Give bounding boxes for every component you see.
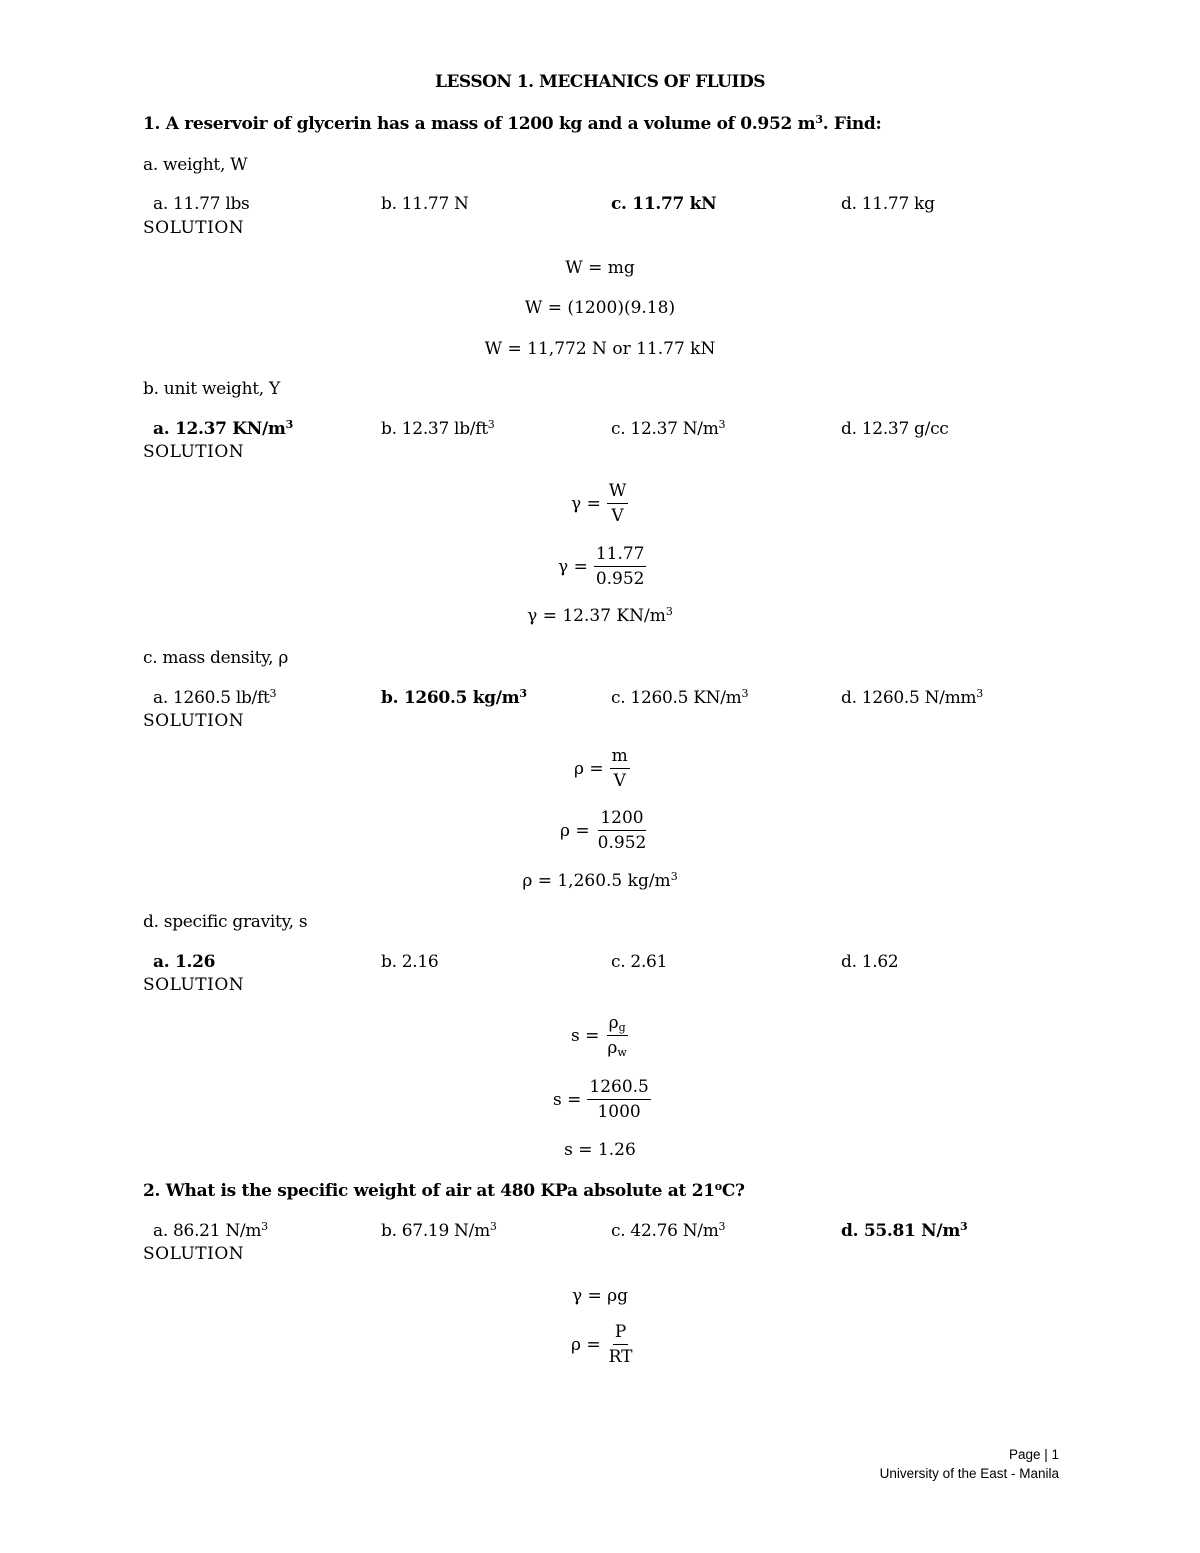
q1d-f1-den-sub: w (617, 1046, 627, 1059)
q1b-option-b-sup: 3 (487, 418, 495, 431)
q1b-f2-fraction (594, 543, 647, 590)
q1b-solution-label: SOLUTION (143, 442, 245, 462)
q1c-solution-label: SOLUTION (143, 711, 245, 731)
q1a-option-d: d. 11.77 kg (841, 194, 935, 214)
q1c-equation-3 (0, 871, 1200, 891)
q1d-f2-lhs: s = (553, 1089, 582, 1110)
q1-prompt-end: . Find: (822, 114, 882, 134)
q2-fraction-1 (571, 1321, 635, 1368)
q1d-f2-fraction (587, 1076, 650, 1123)
q1d-f2-denominator: 1000 (597, 1102, 641, 1122)
q1c-option-a (153, 688, 276, 708)
q1b-option-b (381, 419, 494, 439)
q1d-f1-lhs: s = (571, 1025, 600, 1046)
q1c-option-a-text: a. 1260.5 lb/ft (153, 688, 270, 708)
q1b-eq3-text: γ = 12.37 KN/m (527, 606, 666, 626)
q1b-option-a-answer (153, 419, 293, 439)
q1c-f1-fraction (610, 745, 630, 792)
q1d-f1-num-sub: g (618, 1021, 626, 1034)
q1d-solution-label: SOLUTION (143, 975, 245, 995)
footer-page-number: Page | 1 (1008, 1447, 1059, 1462)
q1a-solution-label: SOLUTION (143, 218, 245, 238)
footer-school: University of the East - Manila (879, 1466, 1059, 1481)
q1b-f1-fraction (607, 480, 628, 527)
q1c-option-d-sup: 3 (976, 687, 983, 700)
q1a-option-c-answer: c. 11.77 kN (611, 194, 717, 214)
q1c-f1-denominator: V (613, 771, 626, 791)
q1c-option-c (611, 688, 748, 708)
q1d-f1-den-rho: ρ (607, 1038, 618, 1058)
q1a-equation-3: W = 11,772 N or 11.77 kN (484, 339, 716, 359)
q1d-fraction-1 (571, 1012, 629, 1059)
q1c-option-c-text: c. 1260.5 KN/m (611, 688, 742, 708)
q1d-fraction-2 (553, 1076, 651, 1123)
q1c-option-d (841, 688, 983, 708)
q1b-f1-denominator: V (611, 506, 624, 526)
q1d-f2-numerator: 1260.5 (587, 1076, 650, 1100)
q2-prompt-end: C? (721, 1181, 745, 1201)
question-2-prompt (143, 1181, 745, 1201)
q2-equation-1: γ = ρg (571, 1286, 629, 1306)
q1c-fraction-1 (574, 745, 630, 792)
q2-f1-fraction (607, 1321, 635, 1368)
q2-prompt-text: 2. What is the specific weight of air at 480 KPa absolute at 21 (143, 1181, 715, 1201)
q1d-option-b: b. 2.16 (381, 952, 439, 972)
q1a-equation-1: W = mg (565, 258, 635, 278)
q1-prompt-text: 1. A reservoir of glycerin has a mass of 1200 kg and a volume of 0.952 m (143, 114, 816, 134)
q1b-f2-lhs: γ = (558, 556, 588, 577)
q1a-option-b: b. 11.77 N (381, 194, 469, 214)
q2-f1-numerator: P (613, 1321, 628, 1345)
q1b-option-c (611, 419, 725, 439)
q2-option-d-sup: 3 (960, 1220, 968, 1233)
q2-option-d-text: d. 55.81 N/m (841, 1221, 961, 1241)
q2-option-b (381, 1221, 497, 1241)
q1b-f2-numerator: 11.77 (594, 543, 647, 567)
q1c-option-b-sup: 3 (519, 687, 527, 700)
q1d-f1-denominator (605, 1036, 628, 1059)
q1d-option-c: c. 2.61 (611, 952, 668, 972)
q1b-option-c-sup: 3 (718, 418, 726, 431)
q1d-label: d. specific gravity, s (143, 912, 308, 932)
q1c-f2-lhs: ρ = (560, 820, 590, 841)
q1-prompt-sup: 3 (815, 113, 823, 126)
question-1-prompt (143, 114, 881, 134)
q1c-label: c. mass density, ρ (143, 648, 289, 668)
q1b-equation-3 (0, 606, 1200, 626)
q1c-option-a-sup: 3 (269, 687, 277, 700)
q1a-label: a. weight, W (143, 155, 248, 175)
q1c-eq3-sup: 3 (670, 870, 678, 883)
q1c-fraction-2 (560, 807, 648, 854)
q1d-option-a-answer: a. 1.26 (153, 952, 216, 972)
q1b-eq3-sup: 3 (665, 605, 673, 618)
q1a-option-a: a. 11.77 lbs (153, 194, 250, 214)
q1b-option-b-text: b. 12.37 lb/ft (381, 419, 488, 439)
q1c-option-b-answer (381, 688, 527, 708)
q1c-eq3-text: ρ = 1,260.5 kg/m (522, 871, 671, 891)
q2-option-c (611, 1221, 725, 1241)
q2-option-d-answer (841, 1221, 967, 1241)
q1b-f1-lhs: γ = (571, 493, 601, 514)
q1d-f1-numerator (607, 1012, 628, 1036)
q2-option-c-text: c. 42.76 N/m (611, 1221, 719, 1241)
q2-prompt-sup: o (714, 1180, 722, 1193)
q1c-option-b-text: b. 1260.5 kg/m (381, 688, 520, 708)
q2-f1-lhs: ρ = (571, 1334, 601, 1355)
q1b-option-d: d. 12.37 g/cc (841, 419, 949, 439)
q1b-option-c-text: c. 12.37 N/m (611, 419, 719, 439)
q1b-f1-numerator: W (607, 480, 628, 504)
q1c-f2-fraction (596, 807, 649, 854)
q1c-f1-lhs: ρ = (574, 758, 604, 779)
q2-option-a-text: a. 86.21 N/m (153, 1221, 262, 1241)
q1d-option-d: d. 1.62 (841, 952, 899, 972)
q2-option-c-sup: 3 (718, 1220, 726, 1233)
q1b-option-a-text: a. 12.37 KN/m (153, 419, 286, 439)
q1d-equation-3: s = 1.26 (564, 1140, 636, 1160)
q2-option-a-sup: 3 (261, 1220, 268, 1233)
q1d-f1-fraction (605, 1012, 628, 1059)
q1d-f1-num-rho: ρ (608, 1013, 619, 1033)
q1a-equation-2: W = (1200)(9.18) (524, 298, 676, 318)
q2-option-b-text: b. 67.19 N/m (381, 1221, 490, 1241)
q1c-f2-denominator: 0.952 (597, 833, 647, 853)
q2-option-b-sup: 3 (489, 1220, 497, 1233)
q1c-f1-numerator: m (610, 745, 630, 769)
q2-f1-denominator: RT (608, 1347, 633, 1367)
q1c-option-d-text: d. 1260.5 N/mm (841, 688, 977, 708)
q2-solution-label: SOLUTION (143, 1244, 245, 1264)
q1b-f2-denominator: 0.952 (595, 569, 645, 589)
q1c-f2-numerator: 1200 (598, 807, 645, 831)
q1c-option-c-sup: 3 (741, 687, 749, 700)
q1b-option-a-sup: 3 (285, 418, 293, 431)
q1b-label: b. unit weight, Y (143, 379, 280, 399)
q1b-fraction-1 (571, 480, 628, 527)
q2-option-a (153, 1221, 268, 1241)
q1b-fraction-2 (558, 543, 646, 590)
page-title: LESSON 1. MECHANICS OF FLUIDS (435, 72, 765, 92)
